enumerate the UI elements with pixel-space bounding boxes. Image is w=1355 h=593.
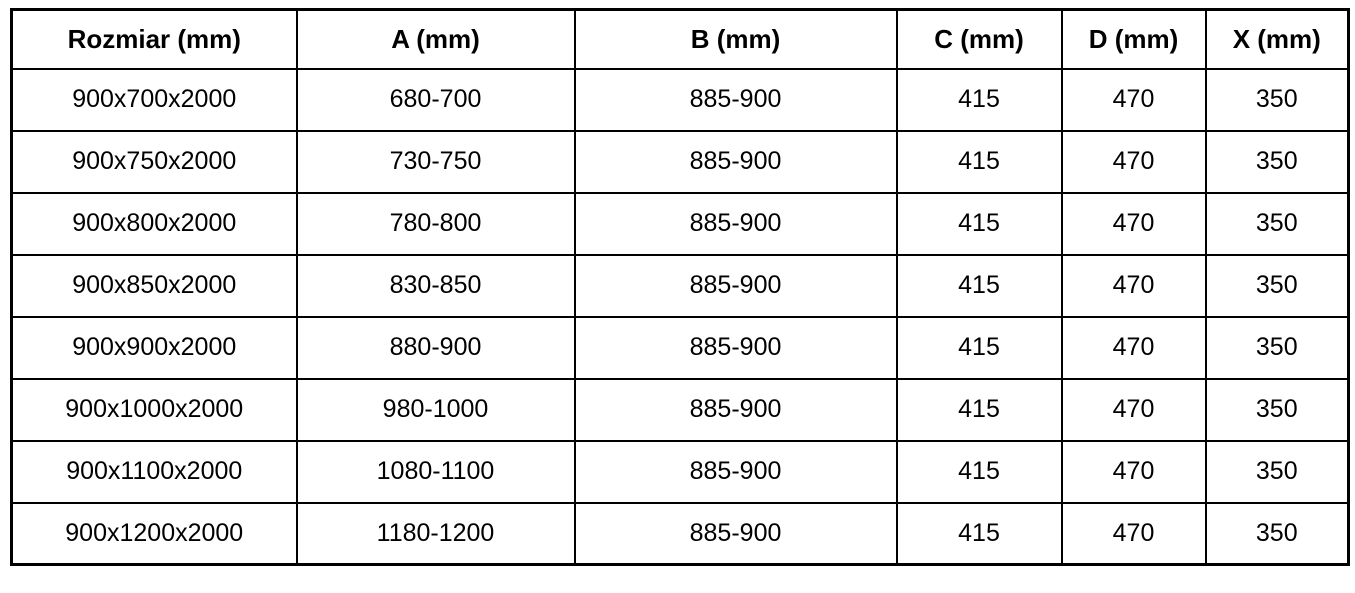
table-row (12, 379, 1349, 441)
table-cell: 415 (897, 193, 1062, 255)
table-cell: 885-900 (575, 255, 897, 317)
table-cell: 885-900 (575, 317, 897, 379)
table-cell: 350 (1206, 131, 1349, 193)
table-cell: 900x900x2000 (12, 317, 297, 379)
table-cell: 1080-1100 (297, 441, 575, 503)
table-cell: 470 (1062, 69, 1206, 131)
table-cell: 1180-1200 (297, 503, 575, 565)
table-row (12, 441, 1349, 503)
table-cell: 885-900 (575, 441, 897, 503)
table-cell: 780-800 (297, 193, 575, 255)
table-cell: 415 (897, 255, 1062, 317)
column-header: Rozmiar (mm) (12, 10, 297, 69)
table-cell: 350 (1206, 255, 1349, 317)
table-cell: 885-900 (575, 131, 897, 193)
table-cell: 900x850x2000 (12, 255, 297, 317)
table-cell: 885-900 (575, 503, 897, 565)
table-cell: 900x800x2000 (12, 193, 297, 255)
table-cell: 900x1100x2000 (12, 441, 297, 503)
table-cell: 350 (1206, 503, 1349, 565)
table-row (12, 69, 1349, 131)
column-header: D (mm) (1062, 10, 1206, 69)
table-cell: 900x1200x2000 (12, 503, 297, 565)
size-table (10, 8, 1350, 566)
table-cell: 350 (1206, 379, 1349, 441)
table-cell: 470 (1062, 317, 1206, 379)
table-cell: 900x700x2000 (12, 69, 297, 131)
table-cell: 415 (897, 503, 1062, 565)
table-cell: 415 (897, 379, 1062, 441)
table-row (12, 131, 1349, 193)
table-cell: 885-900 (575, 379, 897, 441)
column-header: A (mm) (297, 10, 575, 69)
table-cell: 415 (897, 131, 1062, 193)
table-cell: 900x1000x2000 (12, 379, 297, 441)
table-cell: 470 (1062, 255, 1206, 317)
table-row (12, 255, 1349, 317)
table-body (12, 69, 1349, 565)
table-cell: 830-850 (297, 255, 575, 317)
table-cell: 980-1000 (297, 379, 575, 441)
table-cell: 900x750x2000 (12, 131, 297, 193)
table-cell: 730-750 (297, 131, 575, 193)
size-table-container (10, 8, 1350, 566)
table-cell: 470 (1062, 193, 1206, 255)
table-cell: 680-700 (297, 69, 575, 131)
table-cell: 880-900 (297, 317, 575, 379)
table-row (12, 503, 1349, 565)
column-header: X (mm) (1206, 10, 1349, 69)
column-header: B (mm) (575, 10, 897, 69)
table-cell: 470 (1062, 131, 1206, 193)
table-cell: 415 (897, 69, 1062, 131)
header-row (12, 10, 1349, 69)
column-header: C (mm) (897, 10, 1062, 69)
table-cell: 350 (1206, 69, 1349, 131)
table-cell: 470 (1062, 441, 1206, 503)
table-cell: 350 (1206, 441, 1349, 503)
table-cell: 470 (1062, 503, 1206, 565)
table-cell: 350 (1206, 193, 1349, 255)
table-cell: 885-900 (575, 193, 897, 255)
table-cell: 415 (897, 317, 1062, 379)
table-cell: 350 (1206, 317, 1349, 379)
table-row (12, 317, 1349, 379)
table-cell: 470 (1062, 379, 1206, 441)
table-cell: 415 (897, 441, 1062, 503)
table-row (12, 193, 1349, 255)
table-cell: 885-900 (575, 69, 897, 131)
